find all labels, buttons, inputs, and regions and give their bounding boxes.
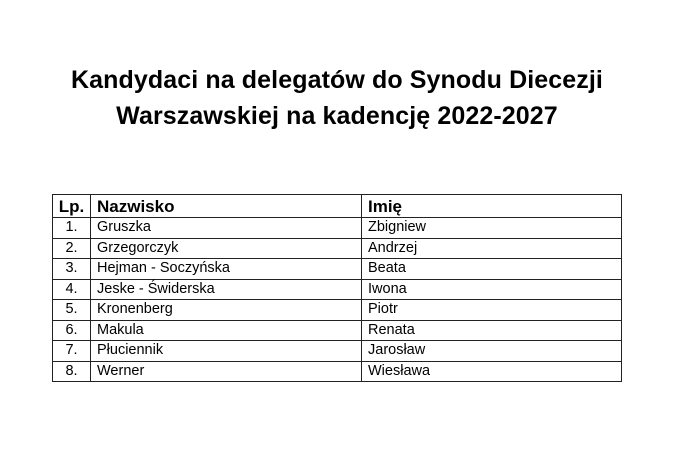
row-first-name: Renata	[362, 320, 622, 341]
row-lp: 7.	[53, 341, 91, 362]
table-row	[53, 279, 622, 300]
row-surname: Płuciennik	[91, 341, 362, 362]
row-lp: 5.	[53, 300, 91, 321]
row-lp: 6.	[53, 320, 91, 341]
candidates-table	[52, 194, 622, 382]
table-row	[53, 238, 622, 259]
row-first-name: Andrzej	[362, 238, 622, 259]
row-lp: 1.	[53, 218, 91, 239]
row-first-name: Jarosław	[362, 341, 622, 362]
row-surname: Jeske - Świderska	[91, 279, 362, 300]
row-first-name: Beata	[362, 259, 622, 280]
document-title	[0, 62, 674, 134]
row-surname: Grzegorczyk	[91, 238, 362, 259]
table-row	[53, 259, 622, 280]
header-first-name: Imię	[362, 195, 622, 218]
row-lp: 4.	[53, 279, 91, 300]
row-surname: Kronenberg	[91, 300, 362, 321]
table-row	[53, 320, 622, 341]
row-lp: 3.	[53, 259, 91, 280]
row-surname: Hejman - Soczyńska	[91, 259, 362, 280]
title-line-2: Warszawskiej na kadencję 2022-2027	[116, 102, 558, 130]
row-first-name: Wiesława	[362, 361, 622, 382]
table-header-row	[53, 195, 622, 218]
header-lp: Lp.	[53, 195, 91, 218]
row-surname: Werner	[91, 361, 362, 382]
row-surname: Gruszka	[91, 218, 362, 239]
row-first-name: Iwona	[362, 279, 622, 300]
row-first-name: Piotr	[362, 300, 622, 321]
table-row	[53, 341, 622, 362]
title-line-1: Kandydaci na delegatów do Synodu Diecezji	[71, 66, 603, 94]
table-row	[53, 218, 622, 239]
row-lp: 8.	[53, 361, 91, 382]
row-first-name: Zbigniew	[362, 218, 622, 239]
table-row	[53, 300, 622, 321]
row-surname: Makula	[91, 320, 362, 341]
table-row	[53, 361, 622, 382]
row-lp: 2.	[53, 238, 91, 259]
header-surname: Nazwisko	[91, 195, 362, 218]
